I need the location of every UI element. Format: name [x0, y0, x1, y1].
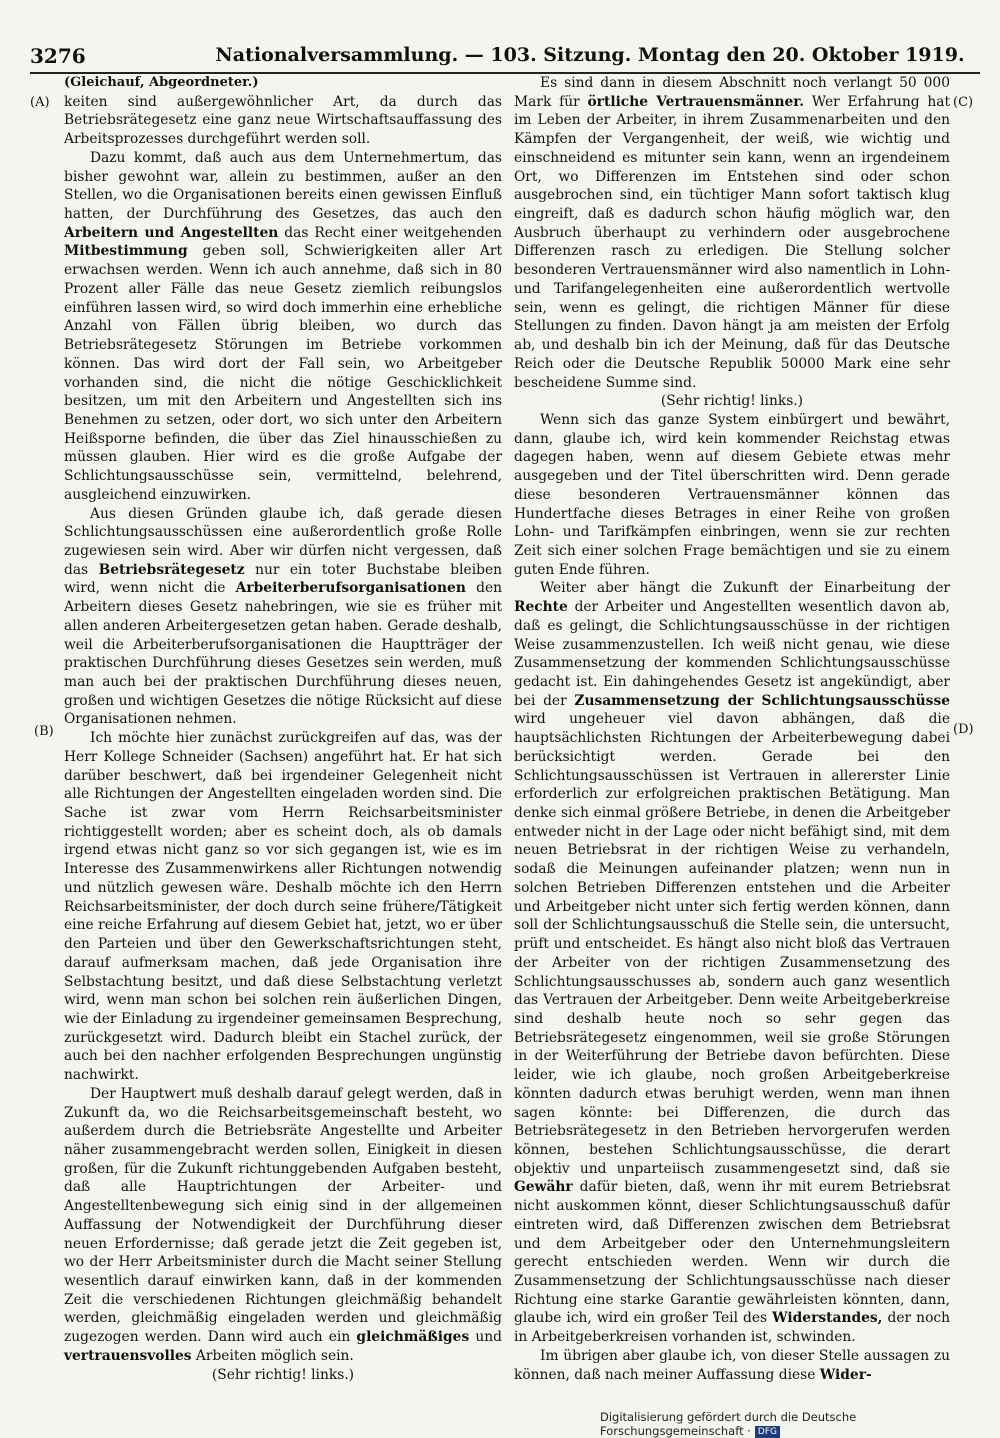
paragraph-text: Es sind dann in diesem Abschnitt noch verlangt 50 000 Mark für [514, 75, 950, 110]
paragraph-text: Der Hauptwert muß deshalb darauf gelegt werden, daß in Zukunft da, wo die Reichsarbeitsgemeinschaft besteht, wo außerdem durch die Betriebsräte Angestellte und Arbeiter näher zusammengebracht werden sollen, Einigkeit in diesen großen, für die Zukunft richtunggebenden Aufgaben besteht, daß alle Hauptrichtungen der Arbeiter- und Angestelltenbewegung sich einig sind in der allgemeinen Auffassung der Notwendigkeit der Durchführung dieser neuen Erfordernisse; daß gerade jetzt die Zeit gegeben ist, wo der Herr Arbeitsminister durch die Macht seiner Stellung wesentlich darauf einwirken kann, daß in der kommenden Zeit die verschiedenen Richtungen gleichmäßig behandelt werden, gleichmäßig eingeladen werden und gleichmäßig zugezogen werden. Dann wird auch ein [64, 1085, 502, 1346]
paragraph [64, 1085, 502, 1366]
margin-marker-b: (B) [34, 724, 54, 739]
paragraph-text: der noch in Arbeitgeberkreisen vorhanden ist, schwinden. [514, 1310, 950, 1346]
paragraph [64, 149, 502, 505]
page-number: 3276 [30, 44, 86, 68]
margin-marker-d: (D) [953, 722, 974, 737]
emphasis: Arbeitern und Angestellten [64, 224, 279, 241]
paragraph-text: Arbeiten möglich sein. [195, 1347, 354, 1364]
emphasis: Wider- [819, 1366, 872, 1383]
paragraph-text: Wer Erfahrung hat im Leben der Arbeiter, in ihrem Zusammenarbeiten und den Kämpfen der Vergangenheit, der weiß, wie wichtig und einschneidend es mitunter sein kann, wenn an irgendeinem Ort, wo Differenzen im Entstehen sind oder schon ausgebrochen sind, ein tüchtiger Mann sofort taktisch klug eingreift, daß es dadurch schon häufig möglich war, den Ausbruch überhaupt zu verhindern oder ausgebrochene Differenzen rasch zu erledigen. Die Stellung solcher besonderen Vertrauensmänner wird also namentlich in Lohn- und Tarifangelegenheiten eine außerordentlich wertvolle sein, wenn es gelingt, die richtigen Männer für diese Stellungen zu finden. Davon hängt ja am meisten der Erfolg ab, und deshalb bin ich der Meinung, daß für das Deutsche Reich oder die Deutsche Republik 50000 Mark eine sehr bescheidene Summe sind. [514, 93, 951, 391]
paragraph-text: Weiter aber hängt die Zukunft der Einarbeitung der [540, 580, 950, 597]
emphasis: Widerstandes, [772, 1310, 883, 1327]
emphasis: vertrauensvolles [64, 1347, 192, 1364]
paragraph [514, 579, 950, 1346]
paragraph-text: den Arbeitern dieses Gesetz nahebringen, wie sie es früher mit allen anderen Arbeitergesetzen getan haben. Gerade deshalb, weil die Arbeiterberufsorganisationen die Hauptträger der praktischen Durchführung dieses Gesetzes sein werden, muß man auch bei der praktischen Durchführung dieses neuen, großen und wichtigen Gesetzes die nötige Rücksicht auf diese Organisationen nehmen. [64, 580, 503, 728]
paragraph [64, 93, 502, 149]
emphasis: Gewähr [514, 1179, 573, 1196]
paragraph-text: keiten sind außergewöhnlicher Art, da durch das Betriebsrätegesetz eine ganz neue Wirtschaftsauffassung des Arbeitsprozesses durchgeführt werden soll. [64, 93, 502, 148]
emphasis: Rechte [514, 599, 568, 616]
applause-note: (Sehr richtig! links.) [211, 1366, 355, 1383]
speaker-attribution: (Gleichauf, Abgeordneter.) [64, 75, 259, 90]
left-column [64, 74, 502, 1384]
paragraph [514, 74, 950, 392]
paragraph [64, 505, 502, 730]
paragraph-text: Im übrigen aber glaube ich, von dieser Stelle aussagen zu können, daß nach meiner Auffassung diese [514, 1347, 950, 1383]
running-title: Nationalversammlung. — 103. Sitzung. Montag den 20. Oktober 1919. [215, 44, 965, 66]
dfg-logo: DFG [755, 1426, 780, 1438]
emphasis: örtliche Vertrauensmänner. [587, 93, 805, 110]
paragraph [514, 1347, 950, 1384]
paragraph-text: Dazu kommt, daß auch aus dem Unternehmertum, das bisher gewohnt war, allein zu bestimmen, außer an den Stellen, wo die Organisationen bereits einen gewissen Einfluß hatten, der Durchführung des Gesetzes, das auch den [64, 149, 502, 223]
right-column [514, 74, 950, 1384]
paragraph-text: das Recht einer weitgehenden [284, 224, 502, 241]
page-header [30, 44, 980, 70]
margin-marker-a: (A) [30, 95, 50, 110]
emphasis: Zusammensetzung der Schlichtungsausschüsse [574, 692, 950, 709]
paragraph-text: der Arbeiter und Angestellten wesentlich davon ab, daß es gelingt, die Schlichtungsausschüsse in der richtigen Weise zusammenzustellen. Ich weiß nicht genau, wie diese Zusammensetzung der kommenden Schlichtungsausschüsse gedacht ist. Ein dahingehendes Gesetz ist angekündigt, aber bei der [514, 599, 950, 709]
emphasis: Arbeiterberufsorganisationen [235, 580, 466, 597]
paragraph-text: wird ungeheuer viel davon abhängen, daß die hauptsächlichsten Richtungen der Arbeiterbewegung dabei berücksichtigt werden. Gerade bei den Schlichtungsausschüssen ist Vertrauen in allererster Linie erforderlich zur erfolgreichen praktischen Betätigung. Man denke sich einmal größere Betriebe, in denen die Arbeitgeber entweder nicht in der Lage oder nicht befähigt sind, mit dem neuen Betriebsrat in der richtigen Weise zu verhandeln, sodaß die Meinungen aufeinander platzen; wenn nun in solchen Betrieben Differenzen entstehen und die Arbeiter und Arbeitgeber nicht unter sich fertig werden können, dann soll der Schlichtungsausschuß die Stelle sein, die untersucht, prüft und entscheidet. Es hängt also nicht bloß das Vertrauen der Arbeiter von der richtigen Zusammensetzung des Schlichtungsausschusses ab, sondern auch ganz wesentlich das Vertrauen der Arbeitgeber. Denn weite Arbeitgeberkreise sind deshalb heute noch so sehr gegen das Betriebsrätegesetz eingenommen, weil sie große Störungen in der Weiterführung der Betriebe davon befürchten. Diese leider, wie ich glaube, noch großen Arbeitgeberkreise könnten dadurch etwas beruhigt werden, wenn man ihnen sagen könnte: bei Differenzen, die durch das Betriebsrätegesetz in den Betrieben hervorgerufen werden können, bestehen Schlichtungsausschüsse, die derart objektiv und unparteiisch zusammengesetzt sind, daß sie [514, 711, 950, 1177]
applause-note: (Sehr richtig! links.) [660, 393, 804, 410]
emphasis: Betriebsrätegesetz [98, 561, 245, 578]
paragraph-text: und [475, 1329, 503, 1346]
paragraph-text: dafür bieten, daß, wenn ihr mit eurem Betriebsrat nicht auskommen könnt, dieser Schlichtungsausschuß dafür eintreten wird, daß Differenzen zwischen dem Betriebsrat und dem Arbeitgeber oder den Unternehmungsleitern gerecht entschieden werden. Wenn wir durch die Zusammensetzung der Schlichtungsausschüsse nach dieser Richtung eine starke Garantie gewährleisten könnten, dann, glaube ich, wird ein großer Teil des [514, 1179, 950, 1327]
margin-marker-c: (C) [953, 95, 974, 110]
paragraph-text: geben soll, Schwierigkeiten aller Art erwachsen werden. Wenn ich auch annehme, daß sich in 80 Prozent aller Fälle das neue Gesetz ziemlich reibungslos einführen lassen wird, so wird doch immerhin eine erhebliche Anzahl von Fällen übrig bleiben, wo durch das Betriebsrätegesetz Störungen im Betriebe vorkommen können. Das wird dort der Fall sein, wo Arbeitgeber vorhanden sind, die nicht die nötige Geschicklichkeit besitzen, um mit den Arbeitern und Angestellten sich ins Benehmen zu setzen, oder dort, wo sich unter den Arbeitern Heißsporne befinden, die über das Ziel hinausschießen zu müssen glauben. Hier wird es die große Aufgabe der Schlichtungsausschüsse sein, vermittelnd, belehrend, ausgleichend einzuwirken. [64, 243, 503, 503]
paragraph: Ich möchte hier zunächst zurückgreifen auf das, was der Herr Kollege Schneider (Sachsen) angeführt hat. Er hat sich darüber beschwert, daß bei irgendeiner Gelegenheit nicht alle Richtungen der Angestellten eingeladen worden sind. Die Sache ist zwar vom Herrn Reichsarbeitsminister richtiggestellt worden; aber es scheint doch, als ob damals irgend etwas nicht ganz so vor sich gegangen ist, wie es im Interesse des Zusammenwirkens aller Richtungen notwendig und nützlich gewesen wäre. Deshalb möchte ich den Herrn Reichsarbeitsminister, der doch durch seine frühere/Tätigkeit eine reiche Erfahrung auf diesem Gebiet hat, jetzt, wo er über den Parteien und über den Gewerkschaftsrichtungen steht, darauf aufmerksam machen, daß jede Organisation ihre Selbstachtung besitzt, und daß diese Selbstachtung verletzt wird, wenn man schon bei solchen rein äußerlichen Dingen, wie der Einladung zu irgendeiner gemeinsamen Besprechung, zurückgesetzt wird. Dadurch bleibt ein Stachel zurück, der auch bei den nachher erfolgenden Besprechungen ungünstig nachwirkt. [64, 730, 502, 1084]
paragraph-text: Aus diesen Gründen glaube ich, daß gerade diesen Schlichtungsausschüssen eine außerordentlich große Rolle zugewiesen sein wird. Aber wir dürfen nicht vergessen, daß das [64, 505, 502, 578]
emphasis: gleichmäßiges [356, 1329, 470, 1346]
paragraph: Wenn sich das ganze System einbürgert und bewährt, dann, glaube ich, wird kein kommender Reichstag etwas dagegen haben, wenn auf diesem Gebiete etwas mehr ausgegeben und der Titel überschritten wird. Denn gerade diese besonderen Vertrauensmänner können das Hundertfache dieses Betrages in einer Reihe von großen Lohn- und Tarifkämpfen einbringen, wenn sie zur rechten Zeit sich einer solchen Frage bemächtigen und sie zu einem guten Ende führen. [514, 411, 950, 578]
emphasis: Mitbestimmung [64, 243, 188, 260]
credit-text: Digitalisierung gefördert durch die Deutsche Forschungsgemeinschaft · [600, 1410, 857, 1438]
paragraph-text: nur ein toter Buchstabe bleiben wird, wenn nicht die [64, 561, 502, 597]
